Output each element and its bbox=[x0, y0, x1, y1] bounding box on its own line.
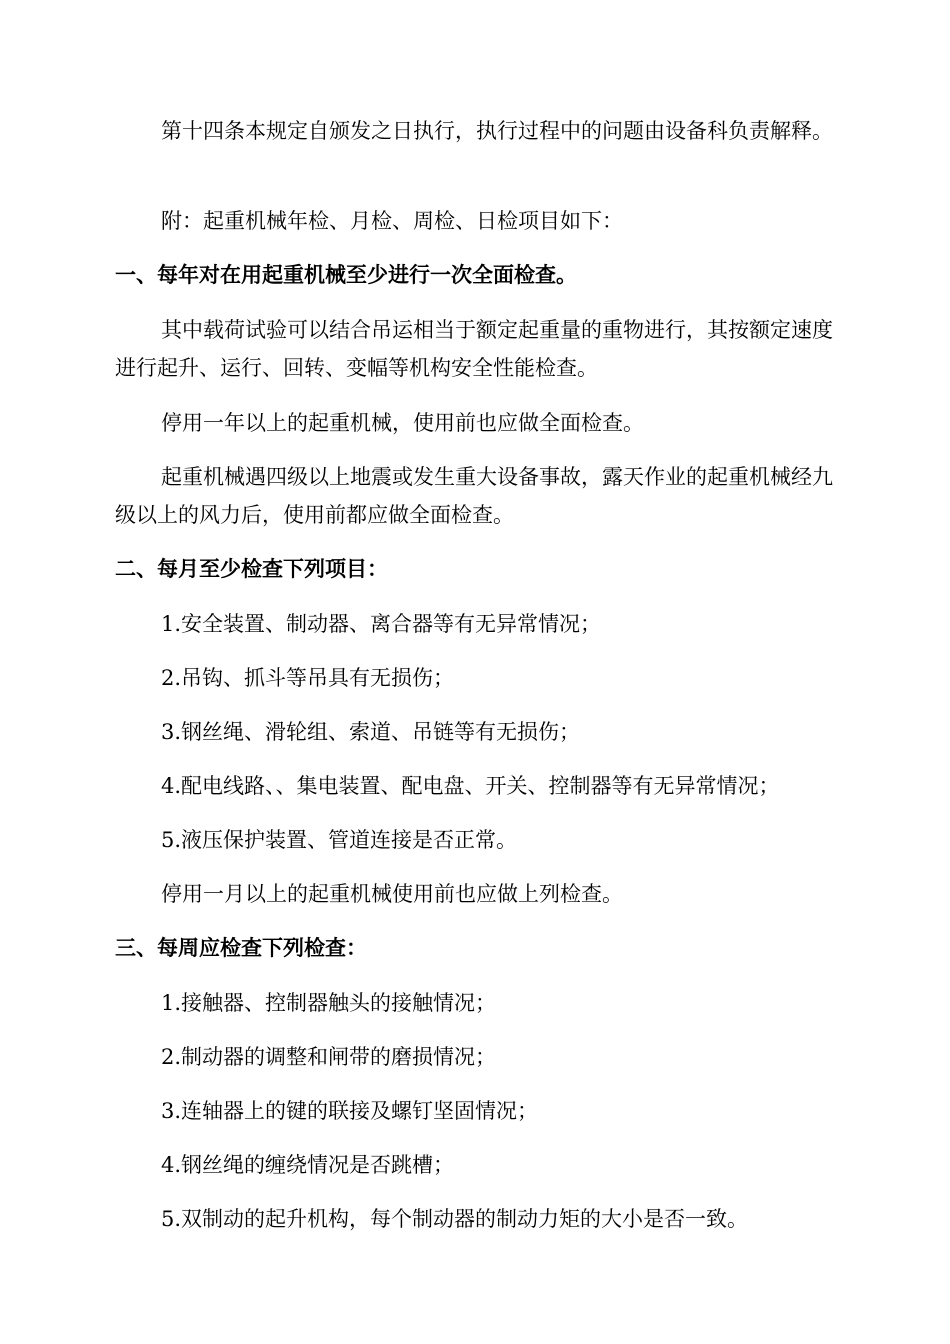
section-heading-annual: 一、每年对在用起重机械至少进行一次全面检查。 bbox=[115, 263, 577, 287]
list-item: 3.钢丝绳、滑轮组、索道、吊链等有无损伤； bbox=[161, 720, 581, 744]
paragraph-earthquake: 起重机械遇四级以上地震或发生重大设备事故，露天作业的起重机械经九级以上的风力后，使用前都应做全面检查。 bbox=[115, 465, 833, 527]
paragraph-appendix: 附：起重机械年检、月检、周检、日检项目如下： bbox=[161, 209, 623, 233]
list-item: 3.连轴器上的键的联接及螺钉坚固情况； bbox=[161, 1099, 539, 1123]
paragraph-article-14: 第十四条本规定自颁发之日执行，执行过程中的问题由设备科负责解释。 bbox=[161, 119, 833, 143]
list-item: 1.安全装置、制动器、离合器等有无异常情况； bbox=[161, 612, 602, 636]
paragraph-load-test: 其中载荷试验可以结合吊运相当于额定起重量的重物进行，其按额定速度进行起升、运行、回转、变幅等机构安全性能检查。 bbox=[115, 318, 833, 380]
list-item: 5.双制动的起升机构，每个制动器的制动力矩的大小是否一致。 bbox=[161, 1207, 749, 1231]
list-item: 4.钢丝绳的缠绕情况是否跳槽； bbox=[161, 1153, 455, 1177]
list-item: 1.接触器、控制器触头的接触情况； bbox=[161, 991, 497, 1015]
paragraph-idle-month: 停用一月以上的起重机械使用前也应做上列检查。 bbox=[161, 882, 623, 906]
list-item: 4.配电线路、、集电装置、配电盘、开关、控制器等有无异常情况； bbox=[161, 774, 780, 798]
list-item: 2.制动器的调整和闸带的磨损情况； bbox=[161, 1045, 497, 1069]
section-heading-weekly: 三、每周应检查下列检查： bbox=[115, 936, 367, 960]
paragraph-idle-year: 停用一年以上的起重机械，使用前也应做全面检查。 bbox=[161, 411, 644, 435]
section-heading-monthly: 二、每月至少检查下列项目： bbox=[115, 557, 388, 581]
list-item: 5.液压保护装置、管道连接是否正常。 bbox=[161, 828, 518, 852]
list-item: 2.吊钩、抓斗等吊具有无损伤； bbox=[161, 666, 455, 690]
